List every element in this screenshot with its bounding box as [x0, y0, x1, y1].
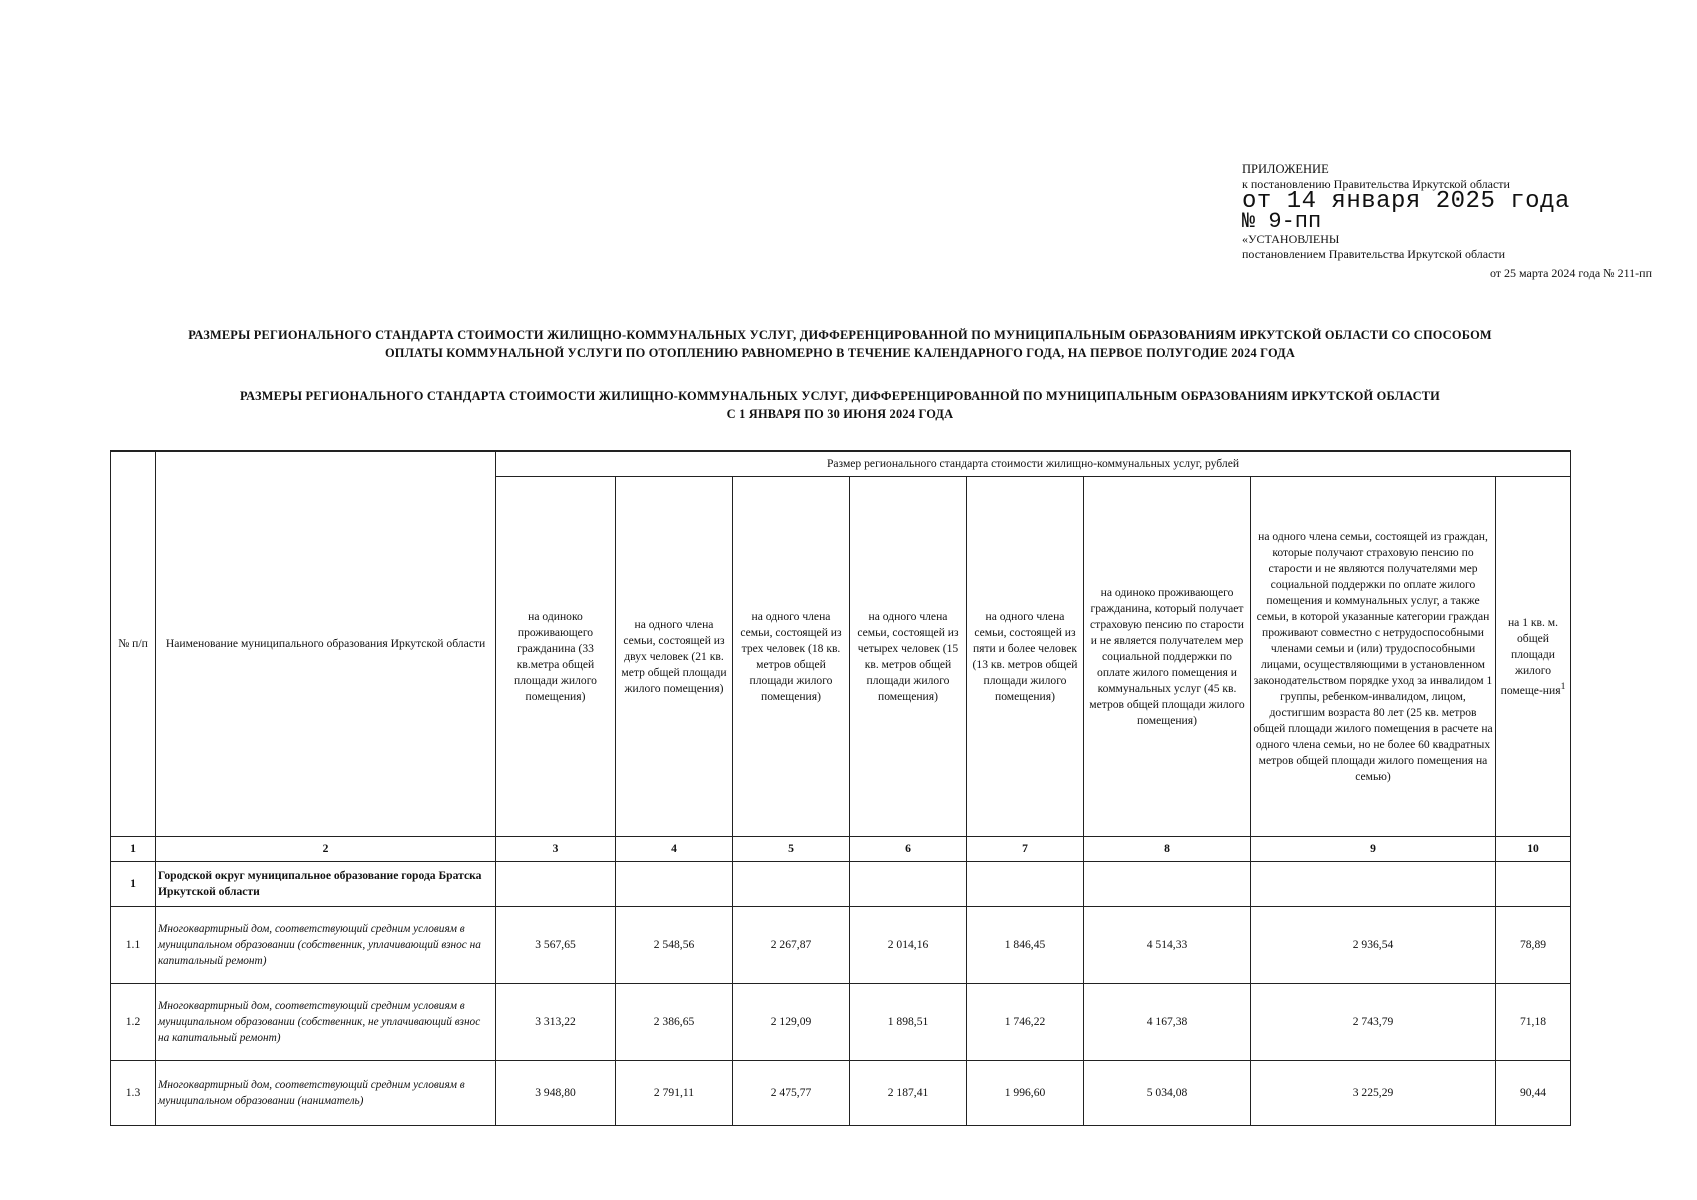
row-value: 71,18	[1496, 984, 1571, 1061]
row-value: 2 014,16	[850, 907, 967, 984]
row-value: 2 267,87	[733, 907, 850, 984]
row-num: 1.2	[111, 984, 156, 1061]
column-number: 1	[111, 837, 156, 862]
row-value: 2 936,54	[1251, 907, 1496, 984]
standard-cost-table	[110, 450, 1571, 1126]
row-name: Многоквартирный дом, соответствующий средним условиям в муниципальном образовании (собственник, не уплачивающий взнос на капитальный ремонт)	[156, 984, 496, 1061]
heading-2-line-2: С 1 ЯНВАРЯ ПО 30 ИЮНЯ 2024 ГОДА	[726, 407, 954, 421]
group-num: 1	[111, 862, 156, 907]
column-number: 7	[967, 837, 1084, 862]
row-value: 1 746,22	[967, 984, 1084, 1061]
header-col-8: на одиноко проживающего гражданина, который получает страховую пенсию по старости и не является получателем мер социальной поддержки по оплате жилого помещения и коммунальных услуг (45 кв. метров общей площади жилого помещения)	[1084, 477, 1251, 837]
header-col-5: на одного члена семьи, состоящей из трех человек (18 кв. метров общей площади жилого помещения)	[733, 477, 850, 837]
row-value: 78,89	[1496, 907, 1571, 984]
header-col-10-text: на 1 кв. м. общей площади жилого помеще-ния	[1500, 615, 1561, 697]
row-num: 1.1	[111, 907, 156, 984]
empty-cell	[850, 862, 967, 907]
row-value: 5 034,08	[1084, 1061, 1251, 1126]
established-by: постановлением Правительства Иркутской области	[1242, 247, 1506, 261]
empty-cell	[616, 862, 733, 907]
header-col-4: на одного члена семьи, состоящей из двух человек (21 кв. метр общей площади жилого помещения)	[616, 477, 733, 837]
header-num: № п/п	[111, 451, 156, 837]
footnote-mark: 1	[1560, 680, 1566, 692]
group-row	[111, 862, 1571, 907]
table-row	[111, 984, 1571, 1061]
heading-1-line-1: РАЗМЕРЫ РЕГИОНАЛЬНОГО СТАНДАРТА СТОИМОСТИ ЖИЛИЩНО-КОММУНАЛЬНЫХ УСЛУГ, ДИФФЕРЕНЦИРОВАННОЙ ПО МУНИЦИПАЛЬНЫМ ОБРАЗОВАНИЯМ ИРКУТСКОЙ ОБЛАСТИ СО СПОСОБОМ	[188, 328, 1492, 342]
column-number: 10	[1496, 837, 1571, 862]
row-value: 2 187,41	[850, 1061, 967, 1126]
heading-1-line-2: ОПЛАТЫ КОММУНАЛЬНОЙ УСЛУГИ ПО ОТОПЛЕНИЮ РАВНОМЕРНО В ТЕЧЕНИЕ КАЛЕНДАРНОГО ГОДА, НА ПЕРВОЕ ПОЛУГОДИЕ 2024 ГОДА	[384, 346, 1296, 360]
header-col-9: на одного члена семьи, состоящей из граждан, которые получают страховую пенсию по старости и не являются получателями мер социальной поддержки по оплате жилого помещения и коммунальных услуг, а также семьи, в которой указанные категории граждан проживают совместно с нетрудоспособными членами семьи и (или) трудоспособными лицами, осуществляющими в установленном законодательством порядке уход за инвалидом 1 группы, ребенком-инвалидом, лицом, достигшим возраста 80 лет (25 кв. метров общей площади жилого помещения в расчете на одного члена семьи, но не более 60 квадратных метров общей площади жилого помещения на семью)	[1251, 477, 1496, 837]
established-date: от 25 марта 2024 года № 211-пп	[1489, 266, 1652, 280]
appendix-title: ПРИЛОЖЕНИЕ	[1242, 162, 1329, 176]
document-heading-1	[60, 326, 1620, 362]
row-value: 90,44	[1496, 1061, 1571, 1126]
header-col-6: на одного члена семьи, состоящей из четырех человек (15 кв. метров общей площади жилого помещения)	[850, 477, 967, 837]
header-col-3: на одиноко проживающего гражданина (33 кв.метра общей площади жилого помещения)	[496, 477, 616, 837]
header-col-7: на одного члена семьи, состоящей из пяти и более человек (13 кв. метров общей площади жилого помещения)	[967, 477, 1084, 837]
empty-cell	[496, 862, 616, 907]
row-name: Многоквартирный дом, соответствующий средним условиям в муниципальном образовании (наниматель)	[156, 1061, 496, 1126]
established-label: «УСТАНОВЛЕНЫ	[1242, 232, 1340, 246]
column-number: 6	[850, 837, 967, 862]
header-col-10	[1496, 477, 1571, 837]
row-value: 2 386,65	[616, 984, 733, 1061]
appendix-subtitle: к постановлению Правительства Иркутской области	[1242, 177, 1510, 191]
empty-cell	[733, 862, 850, 907]
row-value: 1 996,60	[967, 1061, 1084, 1126]
empty-cell	[1496, 862, 1571, 907]
row-name: Многоквартирный дом, соответствующий средним условиям в муниципальном образовании (собственник, уплачивающий взнос на капитальный ремонт)	[156, 907, 496, 984]
row-value: 3 313,22	[496, 984, 616, 1061]
column-number: 9	[1251, 837, 1496, 862]
header-name: Наименование муниципального образования Иркутской области	[156, 451, 496, 837]
row-value: 2 743,79	[1251, 984, 1496, 1061]
column-number: 2	[156, 837, 496, 862]
column-number: 4	[616, 837, 733, 862]
row-value: 1 846,45	[967, 907, 1084, 984]
column-number: 5	[733, 837, 850, 862]
appendix-number-stamp: № 9-пп	[1242, 209, 1322, 234]
row-value: 4 167,38	[1084, 984, 1251, 1061]
row-value: 3 225,29	[1251, 1061, 1496, 1126]
column-number-row	[111, 837, 1571, 862]
row-value: 2 548,56	[616, 907, 733, 984]
column-number: 8	[1084, 837, 1251, 862]
row-value: 4 514,33	[1084, 907, 1251, 984]
heading-2-line-1: РАЗМЕРЫ РЕГИОНАЛЬНОГО СТАНДАРТА СТОИМОСТИ ЖИЛИЩНО-КОММУНАЛЬНЫХ УСЛУГ, ДИФФЕРЕНЦИРОВАННОЙ ПО МУНИЦИПАЛЬНЫМ ОБРАЗОВАНИЯМ ИРКУТСКОЙ ОБЛАСТИ	[239, 389, 1441, 403]
empty-cell	[967, 862, 1084, 907]
empty-cell	[1251, 862, 1496, 907]
group-name: Городской округ муниципальное образование города Братска Иркутской области	[156, 862, 496, 907]
row-value: 2 129,09	[733, 984, 850, 1061]
header-span: Размер регионального стандарта стоимости жилищно-коммунальных услуг, рублей	[496, 451, 1571, 477]
row-num: 1.3	[111, 1061, 156, 1126]
appendix-date-stamp: от 14 января 2025 года	[1242, 188, 1570, 215]
row-value: 2 791,11	[616, 1061, 733, 1126]
appendix-block	[1242, 162, 1662, 281]
column-number: 3	[496, 837, 616, 862]
table-row	[111, 907, 1571, 984]
row-value: 1 898,51	[850, 984, 967, 1061]
row-value: 3 567,65	[496, 907, 616, 984]
table-row	[111, 1061, 1571, 1126]
row-value: 2 475,77	[733, 1061, 850, 1126]
empty-cell	[1084, 862, 1251, 907]
document-heading-2	[60, 387, 1620, 423]
row-value: 3 948,80	[496, 1061, 616, 1126]
